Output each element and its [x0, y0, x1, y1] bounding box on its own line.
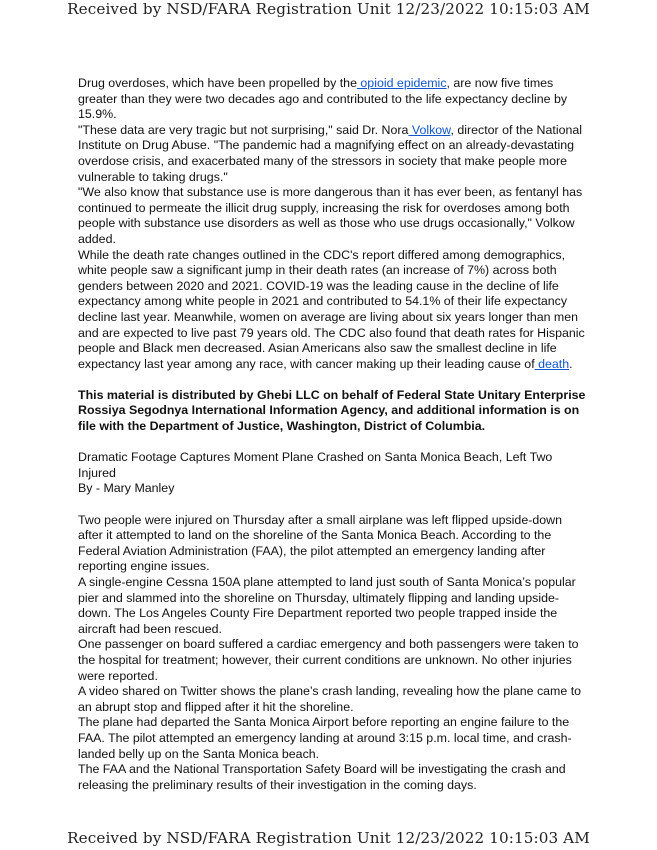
article1-paragraph-1: Drug overdoses, which have been propelled by the opioid epidemic, are now five times greater than they were two decades ago and contributed to the life expectancy decline by 15.9%.	[78, 76, 568, 122]
article2-paragraph: Two people were injured on Thursday after a small airplane was left flipped upside-down after it attempted to land on the shoreline of the Santa Monica Beach. According to the Federal Aviation Administration (FAA), the pilot attempted an emergency landing after reporting engine issues.	[78, 512, 562, 574]
spacer	[78, 435, 588, 451]
article2-paragraph: One passenger on board suffered a cardiac emergency and both passengers were taken to the hospital for treatment; however, their current conditions are unknown. No other injuries were reported.	[78, 637, 579, 683]
spacer	[78, 497, 588, 513]
article1-paragraph-3: "We also know that substance use is more dangerous than it has ever been, as fentanyl has continued to permeate the illicit drug supply, increasing the risk for overdoses among both people with substance use disorders as well as those who use drugs occasionally," Volkow added.	[78, 185, 583, 246]
article1-paragraph-2: "These data are very tragic but not surprising," said Dr. Nora Volkow, director of the National Institute on Drug Abuse. "The pandemic had a magnifying effect on an already-devastating overdose crisis, and exacerbated many of the stressors in society that make people more vulnerable to taking drugs."	[78, 122, 583, 184]
article2-title: Dramatic Footage Captures Moment Plane Crashed on Santa Monica Beach, Left Two Injured	[78, 450, 553, 480]
fara-disclaimer: This material is distributed by Ghebi LLC on behalf of Federal State Unitary Enterprise Rossiya Segodnya International Information Agency, and additional information is on file with the Department of Justice, Washington, District of Columbia.	[78, 387, 586, 434]
article2-paragraph: A single-engine Cessna 150A plane attempted to land just south of Santa Monica’s popular pier and slammed into the shoreline on Thursday, ultimately flipping and landing upside-down. The Los Angeles County Fire Department reported two people trapped inside the aircraft had been rescued.	[78, 575, 576, 636]
article2-byline: By - Mary Manley	[78, 481, 175, 496]
article1-paragraph-4: While the death rate changes outlined in the CDC's report differed among demographics, white people saw a significant jump in their death rates (an increase of 7%) across both genders between 2020 and 2021. COVID-19 was the leading cause in the decline of life expectancy among white people in 2021 and contributed to 54.1% of their life expectancy decline last year. Meanwhile, women on average are living about six years longer than men and are expected to live past 79 years old. The CDC also found that death rates for Hispanic people and Black men decreased. Asian Americans also saw the smallest decline in life expectancy last year among any race, with cancer making up their leading cause of death.	[78, 247, 585, 371]
fara-received-stamp-bottom: Received by NSD/FARA Registration Unit 12/23/2022 10:15:03 AM	[67, 829, 590, 847]
opioid-epidemic-link[interactable]: opioid epidemic	[356, 76, 447, 90]
fara-received-stamp-top: Received by NSD/FARA Registration Unit 12/23/2022 10:15:03 AM	[67, 0, 590, 18]
article2-paragraph: The FAA and the National Transportation Safety Board will be investigating the crash and releasing the preliminary results of their investigation in the coming days.	[78, 762, 566, 792]
death-link[interactable]: death	[534, 356, 570, 371]
article2-paragraph: The plane had departed the Santa Monica Airport before reporting an engine failure to the FAA. The pilot attempted an emergency landing at around 3:15 p.m. local time, and crash-landed belly up on the Santa Monica beach.	[78, 715, 572, 761]
document-body	[78, 76, 588, 793]
spacer	[78, 372, 588, 388]
article2-paragraph: A video shared on Twitter shows the plane’s crash landing, revealing how the plane came to an abrupt stop and flipped after it hit the shoreline.	[78, 684, 582, 714]
volkow-link[interactable]: Volkow	[408, 122, 451, 137]
